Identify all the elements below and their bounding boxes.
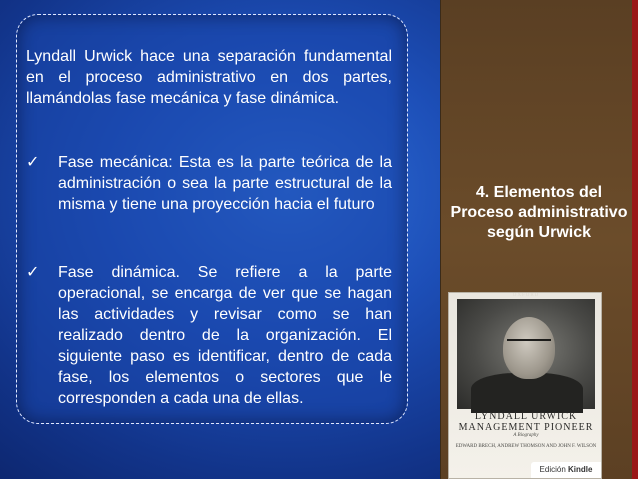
book-publisher: OXFORD — [512, 293, 540, 298]
check-icon: ✓ — [26, 264, 40, 281]
kindle-brand: Kindle — [568, 465, 593, 474]
intro-paragraph: Lyndall Urwick hace una separación fundamental en el proceso administrativo en dos partes, llamándolas fase mecánica y fase dinámica. — [26, 48, 392, 107]
bullet-text: Fase dinámica. Se refiere a la parte operacional, se encarga de ver que se hagan las actividades y revisar como se han realizado dentro de la organización. El siguiente paso es identificar, dentro de cada fase, los elementos o sectores que le corresponden a cada una de ellas. — [58, 264, 392, 407]
section-title: 4. Elementos del Proceso administrativo según Urwick — [450, 184, 628, 241]
book-subtitle: A Biography — [513, 433, 539, 438]
check-icon: ✓ — [26, 154, 40, 171]
portrait-photo — [457, 299, 595, 409]
kindle-prefix: Edición — [539, 465, 566, 474]
book-authors: EDWARD BRECH, ANDREW THOMSON AND JOHN F. WILSON — [455, 444, 597, 449]
bullet-dynamic-phase — [26, 262, 392, 409]
bullet-mechanical-phase — [26, 152, 392, 215]
kindle-badge — [531, 462, 601, 478]
book-cover-image — [448, 292, 602, 479]
portrait-glasses — [507, 339, 551, 349]
book-title: LYNDALL URWICK MANAGEMENT PIONEER — [458, 411, 594, 433]
portrait-suit — [471, 373, 583, 413]
bullet-text: Fase mecánica: Esta es la parte teórica de la administración o sea la parte estructural de la misma y tiene una proyección hacia el futuro — [58, 154, 392, 213]
side-border — [632, 0, 638, 479]
